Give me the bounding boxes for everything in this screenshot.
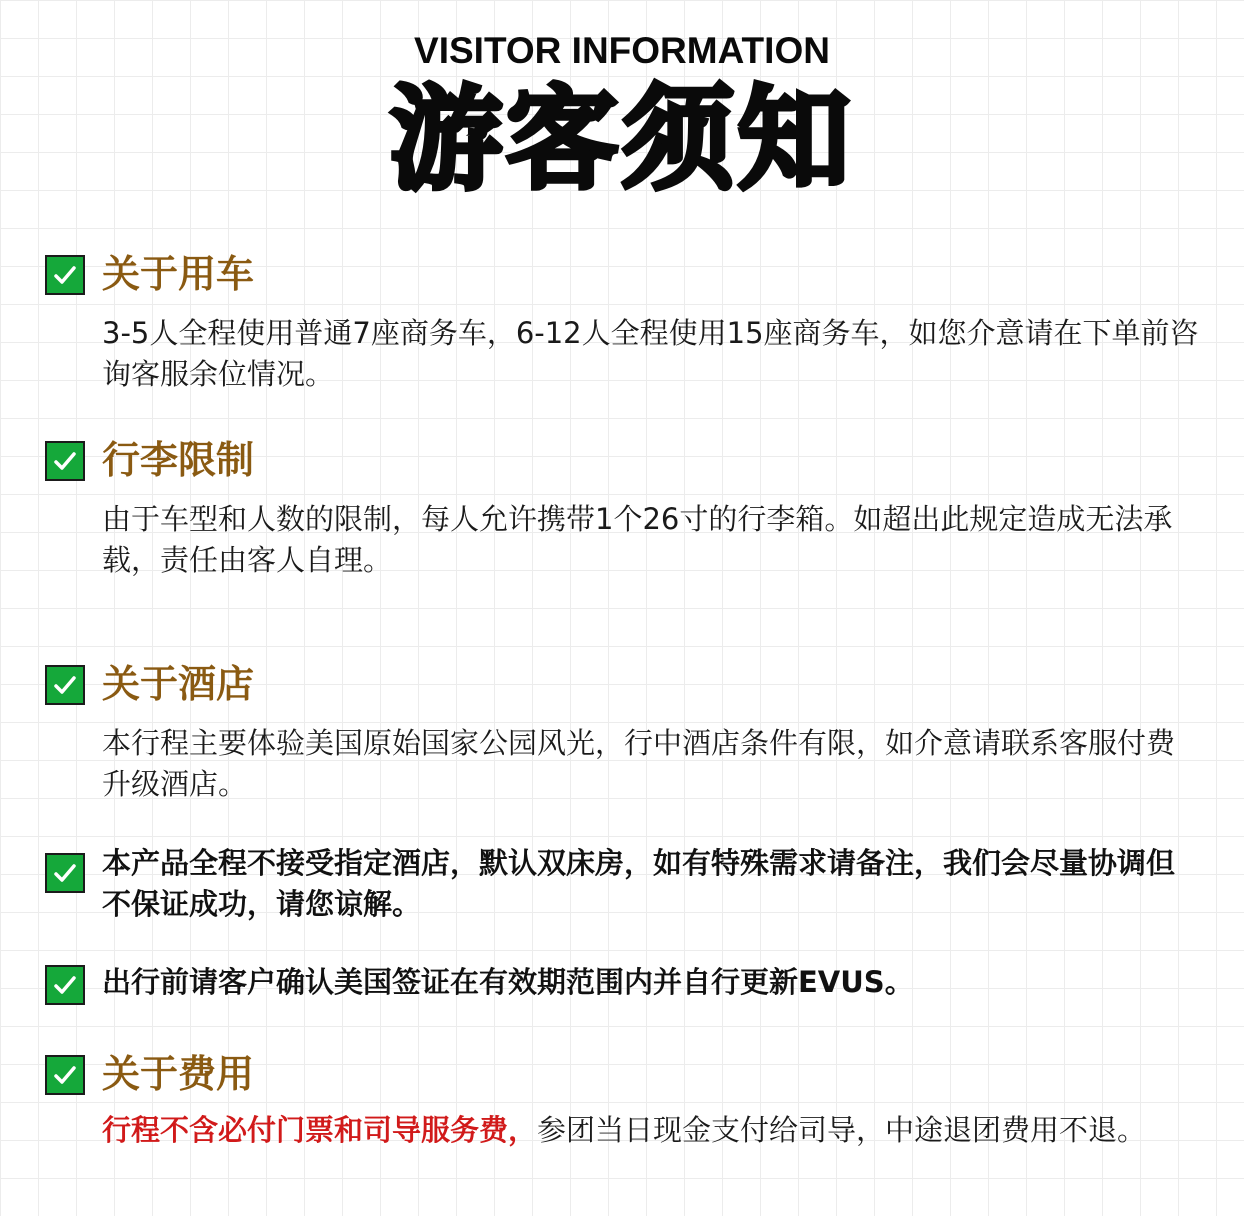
note-hotel-room: 本产品全程不接受指定酒店，默认双床房，如有特殊需求请备注，我们会尽量协调但不保证成功，请您谅解。 — [102, 846, 1176, 921]
note-visa-evus: 出行前请客户确认美国签证在有效期范围内并自行更新EVUS。 — [102, 965, 914, 999]
checkbox-checked-icon — [45, 1055, 85, 1095]
checkbox-checked-icon — [45, 665, 85, 705]
checkbox-checked-icon — [45, 965, 85, 1005]
section-heading-hotel: 关于酒店 — [102, 662, 255, 706]
section-text-vehicle: 3-5人全程使用普通7座商务车，6-12人全程使用15座商务车，如您介意请在下单前咨询客服余位情况。 — [102, 316, 1199, 391]
fees-highlight: 行程不含必付门票和司导服务费， — [102, 1113, 538, 1147]
section-heading-vehicle: 关于用车 — [102, 252, 255, 296]
section-text-hotel: 本行程主要体验美国原始国家公园风光，行中酒店条件有限，如介意请联系客服付费升级酒店。 — [102, 726, 1176, 801]
checkbox-checked-icon — [45, 255, 85, 295]
section-heading-luggage: 行李限制 — [102, 438, 255, 482]
section-text-luggage: 由于车型和人数的限制，每人允许携带1个26寸的行李箱。如超出此规定造成无法承载，责任由客人自理。 — [102, 502, 1173, 577]
checkbox-checked-icon — [45, 853, 85, 893]
page-title: 游客须知 — [390, 75, 854, 205]
checkbox-checked-icon — [45, 441, 85, 481]
fees-text: 参团当日现金支付给司导，中途退团费用不退。 — [537, 1113, 1147, 1147]
section-heading-fees: 关于费用 — [102, 1052, 255, 1096]
section-text-fees — [102, 1110, 1202, 1151]
page-subtitle: VISITOR INFORMATION — [414, 30, 830, 71]
